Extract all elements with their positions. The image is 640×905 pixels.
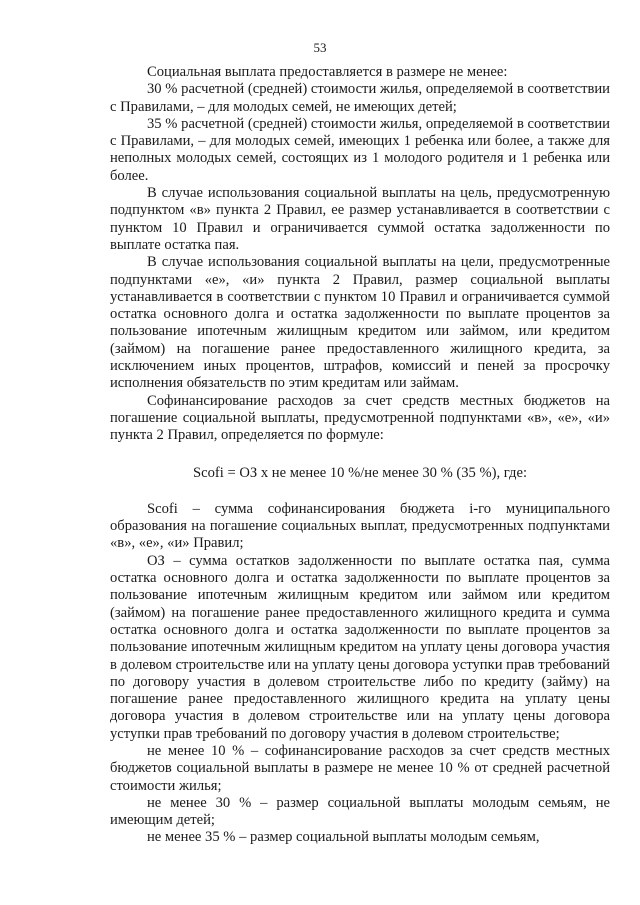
paragraph-mortgage-debt: В случае использования социальной выплаты на цели, предусмотренные подпунктами «е», «и» пункта 2 Правил, размер социальной выплаты устанавливается в соответствии с пунктом 10 Правил и ограничивается суммой остатка основного долга и остатка задолженности по выплате процентов за пользование ипотечным жилищным кредитом или займом, или кредитом (займом) на погашение ранее предоставленного жилищного кредита, за исключением иных процентов, штрафов, комиссий и пеней за просрочку исполнения обязательств по этим кредитам или займам. <box>110 254 610 392</box>
paragraph-30-percent: 30 % расчетной (средней) стоимости жилья, определяемой в соответствии с Правилами, – для молодых семей, не имеющих детей; <box>110 81 610 115</box>
paragraph-10-percent-definition: не менее 10 % – софинансирование расходов за счет средств местных бюджетов социальной выплаты в размере не менее 10 % от средней расчетной стоимости жилья; <box>110 742 610 794</box>
paragraph-scofi-definition: Scofi – сумма софинансирования бюджета i-го муниципального образования на погашение социальных выплат, предусмотренных подпунктами «в», «е», «и» Правил; <box>110 500 610 552</box>
paragraph-35-percent: 35 % расчетной (средней) стоимости жилья, определяемой в соответствии с Правилами, – для молодых семей, имеющих 1 ребенка или более, а также для неполных молодых семей, состоящих из 1 молодого родителя и 1 ребенка или более. <box>110 115 610 184</box>
paragraph-oz-definition: ОЗ – сумма остатков задолженности по выплате остатка пая, сумма остатка основного долга и остатка задолженности по выплате процентов за пользование ипотечным жилищным кредитом или займом или кредитом (займом) на погашение ранее предоставленного жилищного кредита и сумма остатка основного долга и остатка задолженности по выплате процентов за пользование ипотечным жилищным кредитом на уплату цены договора участия в долевом строительстве или на уплату цены договора уступки прав требований по договору участия в долевом строительстве либо по кредиту (займу) на погашение ранее предоставленного жилищного кредита на уплату цены договора участия в долевом строительстве или на уплату цены договора уступки прав требований по договору участия в долевом строительстве; <box>110 552 610 742</box>
paragraph-35-percent-definition: не менее 35 % – размер социальной выплаты молодым семьям, <box>147 829 540 846</box>
document-body <box>110 64 610 847</box>
paragraph-payment-intro: Социальная выплата предоставляется в размере не менее: <box>147 64 508 80</box>
paragraph-cofinancing-intro: Софинансирование расходов за счет средств местных бюджетов на погашение социальной выплаты, предусмотренной подпунктами «в», «е», «и» пункта 2 Правил, определяется по формуле: <box>110 392 610 444</box>
paragraph-30-percent-definition: не менее 30 % – размер социальной выплаты молодым семьям, не имеющим детей; <box>110 794 610 829</box>
page-number: 53 <box>313 40 327 55</box>
paragraph-share-debt: В случае использования социальной выплаты на цель, предусмотренную подпунктом «в» пункта 2 Правил, ее размер устанавливается в соответствии с пунктом 10 Правил и ограничивается суммой остатка задолженности по выплате остатка пая. <box>110 185 610 253</box>
cofinancing-formula: Scofi = ОЗ х не менее 10 %/не менее 30 % (35 %), где: <box>192 464 528 481</box>
